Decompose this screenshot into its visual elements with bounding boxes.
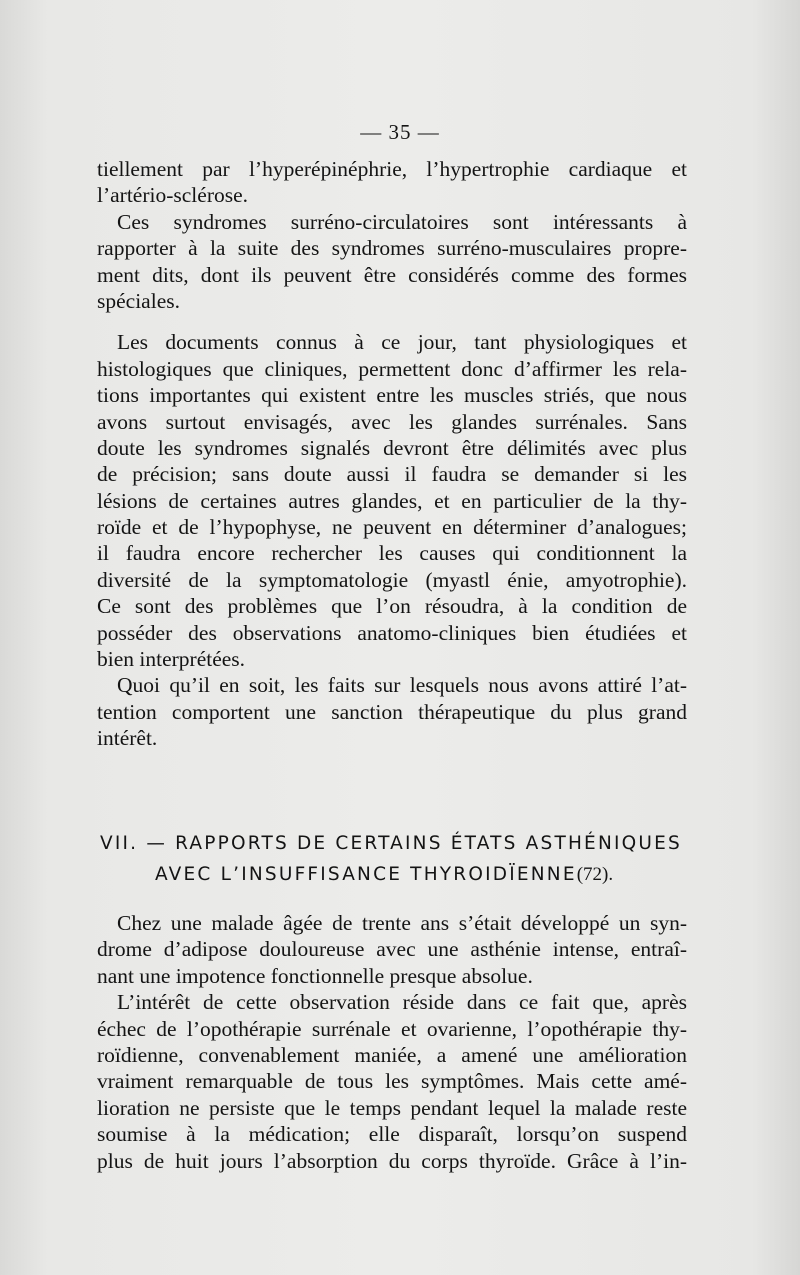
section-heading [97,828,687,890]
text-line: échec de l’opothérapie surrénale et ovarienne, l’opothérapie thy- [97,1016,687,1041]
text-line: diversité de la symptomatologie (myastl énie, amyotrophie). [97,567,687,592]
text-line: il faudra encore rechercher les causes qui conditionnent la [97,541,687,566]
text-line: roïde et de l’hypophyse, ne peuvent en déterminer d’analogues; [97,515,687,540]
text-line: Ce sont des problèmes que l’on résoudra, à la condition de [97,594,687,619]
section-text-2 [97,910,687,1174]
text-line: soumise à la médication; elle disparaît, lorsqu’on suspend [97,1122,687,1147]
text-line: l’artério-sclérose. [97,183,249,208]
text-line: plus de huit jours l’absorption du corps thyroïde. Grâce à l’in- [97,1148,687,1173]
text-line: drome d’adipose douloureuse avec une asthénie intense, entraî- [97,937,687,962]
text-line: doute les syndromes signalés devront être délimités avec plus [97,435,687,460]
text-line: Les documents connus à ce jour, tant physiologiques et [117,330,687,355]
reference-number: (72). [576,864,614,885]
text-line: tention comportent une sanction thérapeutique du plus grand [97,699,687,724]
text-line: intérêt. [97,726,158,751]
text-line: Quoi qu’il en soit, les faits sur lesquels nous avons attiré l’at- [117,673,687,698]
text-line: tions importantes qui existent entre les muscles striés, que nous [97,383,687,408]
heading-line-1: VII. — RAPPORTS DE CERTAINS ÉTATS ASTHÉNIQUES [100,833,682,854]
page-number: — 35 — [360,120,440,144]
text-line: nant une impotence fonctionnelle presque absolue. [97,963,533,988]
text-line: rapporter à la suite des syndromes surréno-musculaires propre- [97,236,687,261]
text-line: Chez une malade âgée de trente ans s’était développé un syn- [117,911,687,935]
text-line: lésions de certaines autres glandes, et en particulier de la thy- [97,488,687,513]
text-line: tiellement par l’hyperépinéphrie, l’hypertrophie cardiaque et [97,157,687,181]
text-line: spéciales. [97,288,180,313]
text-line: L’intérêt de cette observation réside dans ce fait que, après [117,990,687,1015]
text-line: de précision; sans doute aussi il faudra se demander si les [97,462,687,487]
heading-line-2 [97,859,687,890]
heading-line-2-text: AVEC L’INSUFFISANCE THYROIDÏENNE [155,864,577,885]
text-line: lioration ne persiste que le temps pendant lequel la malade reste [97,1095,687,1120]
text-line: vraiment remarquable de tous les symptômes. Mais cette amé- [97,1069,687,1094]
text-line: ment dits, dont ils peuvent être considérés comme des formes [97,262,687,287]
text-line: roïdienne, convenablement maniée, a amené une amélioration [97,1042,687,1067]
section-text-1 [97,156,687,752]
text-line: Ces syndromes surréno-circulatoires sont intéressants à [117,209,687,234]
paragraph-gap [97,314,687,329]
text-line: avons surtout envisagés, avec les glandes surrénales. Sans [97,409,687,434]
text-line: posséder des observations anatomo-cliniques bien étudiées et [97,620,687,645]
text-line: bien interprétées. [97,647,246,672]
text-line: histologiques que cliniques, permettent donc d’affirmer les rela- [97,356,687,381]
